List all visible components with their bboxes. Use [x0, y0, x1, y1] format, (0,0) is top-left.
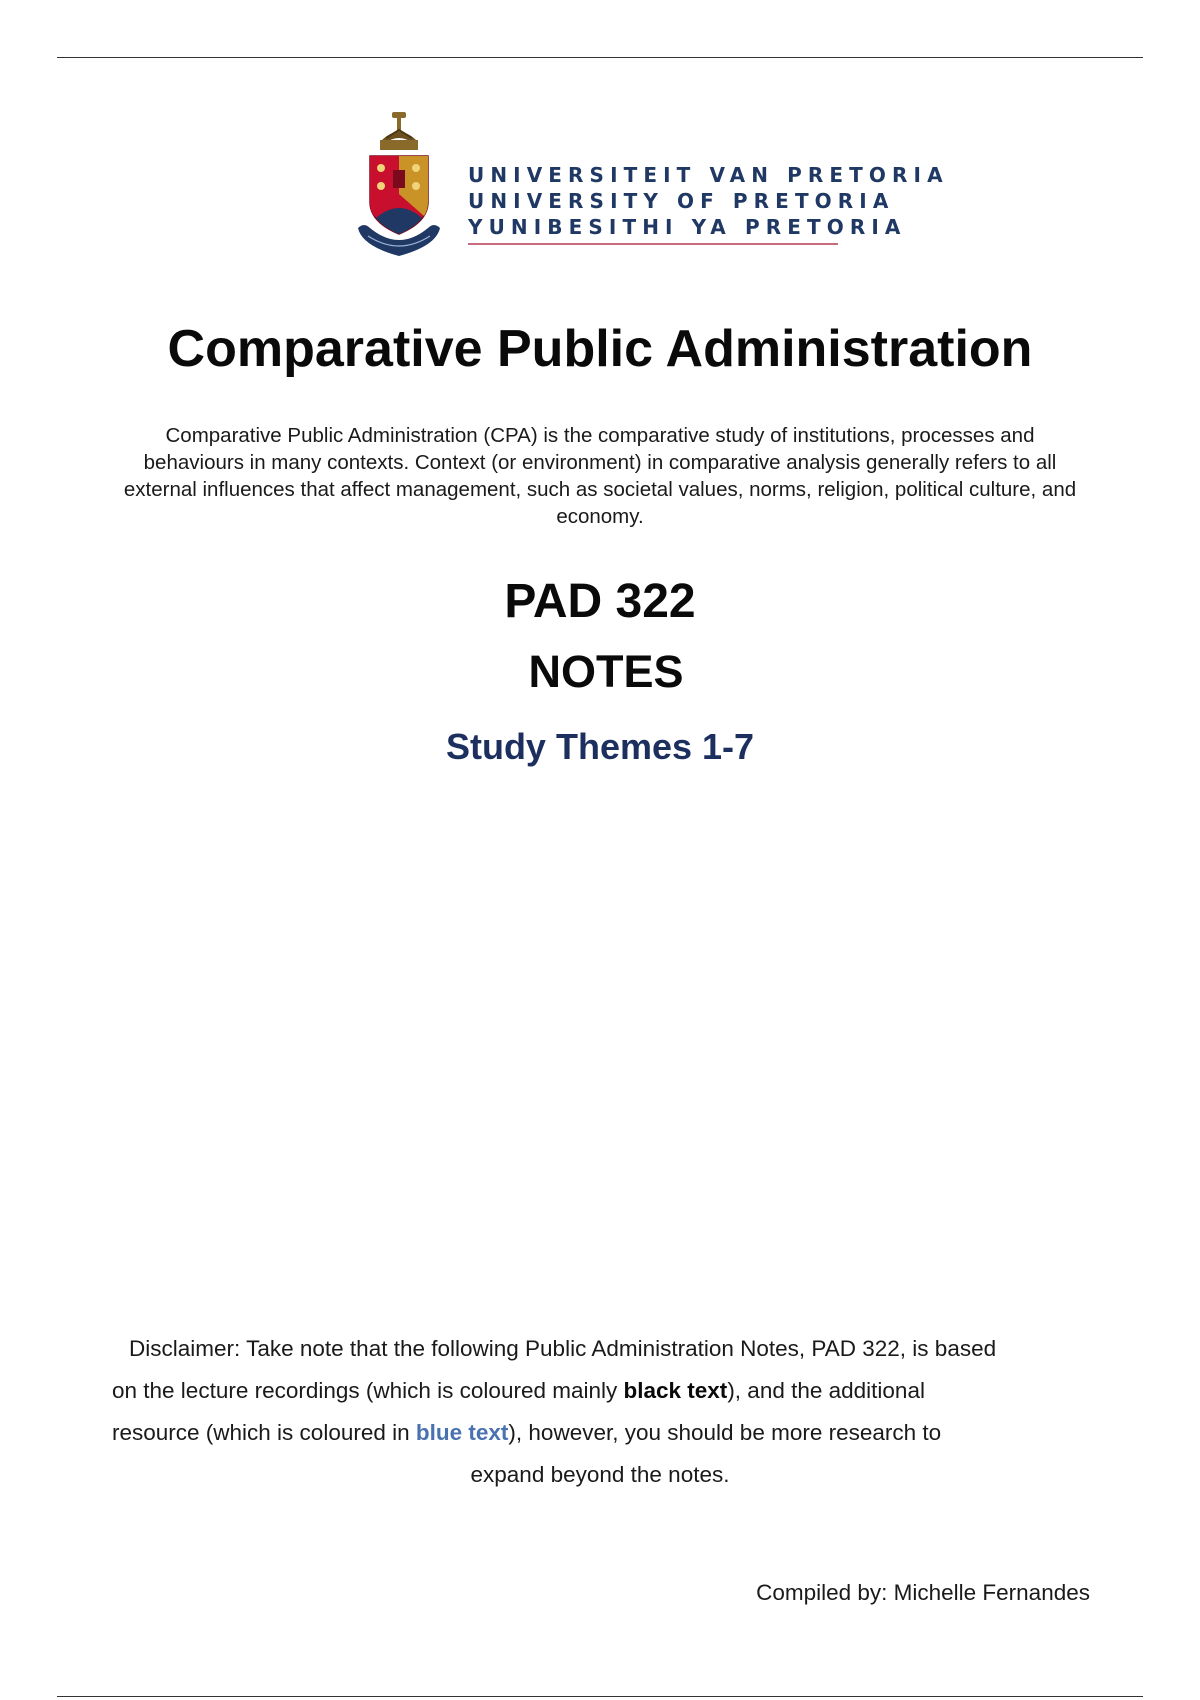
university-wordmark	[468, 162, 949, 245]
university-name-afrikaans: UNIVERSITEIT VAN PRETORIA	[468, 163, 949, 187]
document-title: Comparative Public Administration	[167, 320, 1033, 378]
university-logo	[356, 110, 949, 260]
bottom-divider	[57, 1696, 1143, 1697]
top-divider	[57, 57, 1143, 58]
intro-paragraph: Comparative Public Administration (CPA) is the comparative study of institutions, processes and behaviours in many contexts. Context (or environment) in comparative analysis generally refers to all external influences that affect management, such as societal values, norms, religion, political culture, and economy.	[123, 424, 1077, 528]
disclaimer-text: resource (which is coloured in	[112, 1420, 416, 1445]
blue-text-term: blue text	[415, 1420, 509, 1445]
disclaimer-text: ), however, you should be more research to	[508, 1420, 942, 1445]
university-crest-icon	[356, 110, 442, 260]
black-text-term: black text	[623, 1378, 728, 1403]
university-name-english: UNIVERSITY OF PRETORIA	[468, 189, 895, 213]
disclaimer-line: Disclaimer: Take note that the following Public Administration Notes, PAD 322, is based	[129, 1336, 997, 1361]
disclaimer-text: on the lecture recordings (which is coloured mainly	[112, 1378, 624, 1403]
disclaimer-paragraph	[112, 1328, 1088, 1496]
compiled-by: Compiled by: Michelle Fernandes	[756, 1580, 1090, 1605]
university-name-sepedi: YUNIBESITHI YA PRETORIA	[468, 215, 907, 239]
disclaimer-line	[112, 1412, 1088, 1454]
disclaimer-line	[112, 1370, 1088, 1412]
study-themes-heading: Study Themes 1-7	[445, 726, 755, 767]
course-code: PAD 322	[504, 575, 696, 628]
disclaimer-text: ), and the additional	[727, 1378, 925, 1403]
wordmark-underline	[468, 243, 838, 245]
notes-heading: NOTES	[528, 646, 684, 697]
disclaimer-line: expand beyond the notes.	[470, 1462, 730, 1487]
